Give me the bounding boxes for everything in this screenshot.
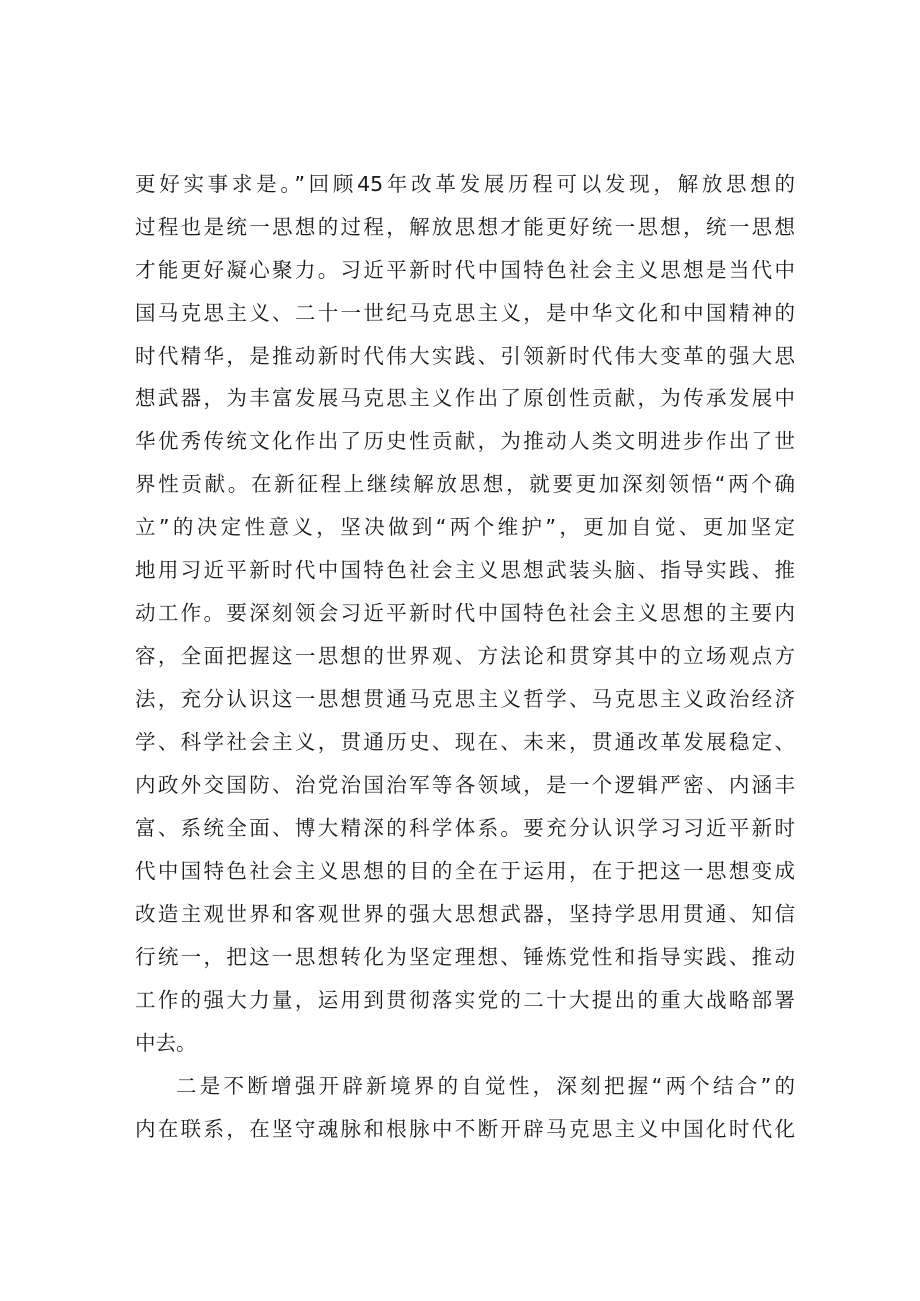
paragraph-line: 内政外交国防、治党治国治军等各领域，是一个逻辑严密、内涵丰 [135,773,795,797]
paragraph-line: 更好实事求是。”回顾45年改革发展历程可以发现，解放思想的 [135,172,795,196]
paragraph-line: 中去。 [135,1031,197,1055]
paragraph-line: 学、科学社会主义，贯通历史、现在、未来，贯通改革发展稳定、 [135,730,795,754]
paragraph-line: 想武器，为丰富发展马克思主义作出了原创性贡献，为传承发展中 [135,386,795,410]
paragraph-line: 改造主观世界和客观世界的强大思想武器，坚持学思用贯通、知信 [135,902,795,926]
paragraph-line: 国马克思主义、二十一世纪马克思主义，是中华文化和中国精神的 [135,301,795,325]
paragraph-line: 容，全面把握这一思想的世界观、方法论和贯穿其中的立场观点方 [135,644,795,668]
paragraph-line: 时代精华，是推动新时代伟大实践、引领新时代伟大变革的强大思 [135,344,795,368]
paragraph-line: 地用习近平新时代中国特色社会主义思想武装头脑、指导实践、推 [135,558,795,582]
paragraph-line: 行统一，把这一思想转化为坚定理想、锤炼党性和指导实践、推动 [135,945,795,969]
paragraph-line: 工作的强大力量，运用到贯彻落实党的二十大提出的重大战略部署 [135,988,795,1012]
paragraph-line: 立”的决定性意义，坚决做到“两个维护”，更加自觉、更加坚定 [135,515,795,539]
paragraph-line: 界性贡献。在新征程上继续解放思想，就要更加深刻领悟“两个确 [135,472,795,496]
paragraph-line: 富、系统全面、博大精深的科学体系。要充分认识学习习近平新时 [135,816,795,840]
paragraph-line: 华优秀传统文化作出了历史性贡献，为推动人类文明进步作出了世 [135,429,795,453]
paragraph-line: 才能更好凝心聚力。习近平新时代中国特色社会主义思想是当代中 [135,258,795,282]
paragraph-line: 法，充分认识这一思想贯通马克思主义哲学、马克思主义政治经济 [135,687,795,711]
paragraph-line: 代中国特色社会主义思想的目的全在于运用，在于把这一思想变成 [135,859,795,883]
paragraph-line: 过程也是统一思想的过程，解放思想才能更好统一思想，统一思想 [135,215,795,239]
paragraph-line: 内在联系，在坚守魂脉和根脉中不断开辟马克思主义中国化时代化 [135,1117,795,1141]
paragraph-line: 动工作。要深刻领会习近平新时代中国特色社会主义思想的主要内 [135,601,795,625]
paragraph-line: 二是不断增强开辟新境界的自觉性，深刻把握“两个结合”的 [176,1074,795,1098]
